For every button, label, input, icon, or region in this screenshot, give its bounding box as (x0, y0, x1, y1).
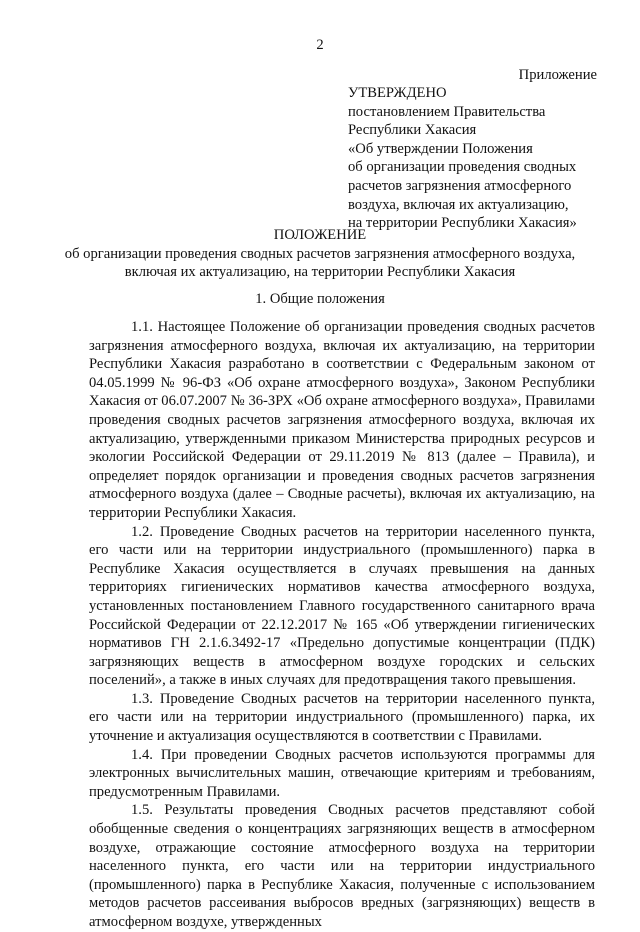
approval-line: УТВЕРЖДЕНО (348, 85, 447, 101)
paragraph-1-1: 1.1. Настоящее Положение об организации проведения сводных расчетов загрязнения атмосферного воздуха, включая их актуализацию, на территории Республики Хакасия разработано в соответствии с Федеральным законом от 04.05.1999 № 96-ФЗ «Об охране атмосферного воздуха», Законом Республики Хакасия от 06.07.2007 № 36-ЗРХ «Об охране атмосферного воздуха», Правилами проведения сводных расчетов загрязнения атмосферного воздуха, включая их актуализацию, утвержденными приказом Министерства природных ресурсов и экологии Российской Федерации от 29.11.2019 № 813 (далее – Правила), и определяет порядок организации и проведения сводных расчетов загрязнения атмосферного воздуха (далее – Сводные расчеты), включая их актуализацию, на территории Республики Хакасия. (89, 319, 595, 521)
appendix-label: Приложение (518, 67, 597, 83)
approval-line: Республики Хакасия (348, 122, 477, 139)
document-title (0, 226, 640, 282)
approval-stamp (348, 84, 608, 233)
approval-line: «Об утверждении Положения (348, 140, 533, 157)
body-text (89, 318, 595, 932)
paragraph-1-3: 1.3. Проведение Сводных расчетов на территории населенного пункта, его части или на территории индустриального (промышленного) парка, их уточнение и актуализация осуществляются в соответствии с Правилами. (89, 690, 595, 745)
page-number: 2 (316, 37, 324, 53)
title-line: включая их актуализацию, на территории Республики Хакасия (124, 264, 516, 281)
approval-line: воздуха, включая их актуализацию, (348, 196, 569, 213)
approval-line: расчетов загрязнения атмосферного (348, 177, 572, 194)
approval-line: об организации проведения сводных (348, 159, 577, 176)
section-heading: 1. Общие положения (255, 291, 385, 307)
paragraph-1-5: 1.5. Результаты проведения Сводных расчетов представляют собой обобщенные сведения о концентрациях загрязняющих веществ в атмосферном воздухе, отражающие состояние атмосферного воздуха на территории населенного пункта, его части или на территории индустриального (промышленного) парка в Республике Хакасия, полученные с использованием методов расчетов рассеивания выбросов вредных (загрязняющих) веществ в атмосферном воздухе, утвержденных (89, 802, 595, 930)
approval-line: на территории Республики Хакасия» (348, 215, 577, 232)
approval-line: постановлением Правительства (348, 103, 546, 120)
paragraph-1-4: 1.4. При проведении Сводных расчетов используются программы для электронных вычислительных машин, отвечающие критериям и требованиям, предусмотренным Правилами. (89, 746, 595, 800)
paragraph-1-2: 1.2. Проведение Сводных расчетов на территории населенного пункта, его части или на территории индустриального (промышленного) парка в Республике Хакасия осуществляется в случаях превышения на данных территориях гигиенических нормативов качества атмосферного воздуха, установленных постановлением Главного государственного санитарного врача Российской Федерации от 22.12.2017 № 165 «Об утверждении гигиенических нормативов ГН 2.1.6.3492-17 «Предельно допустимые концентрации (ПДК) загрязняющих веществ в атмосферном воздухе городских и сельских поселений», а также в иных случаях для предотвращения такого превышения. (89, 523, 595, 689)
title-line: об организации проведения сводных расчетов загрязнения атмосферного воздуха, (64, 245, 576, 262)
title-main: ПОЛОЖЕНИЕ (273, 227, 367, 243)
